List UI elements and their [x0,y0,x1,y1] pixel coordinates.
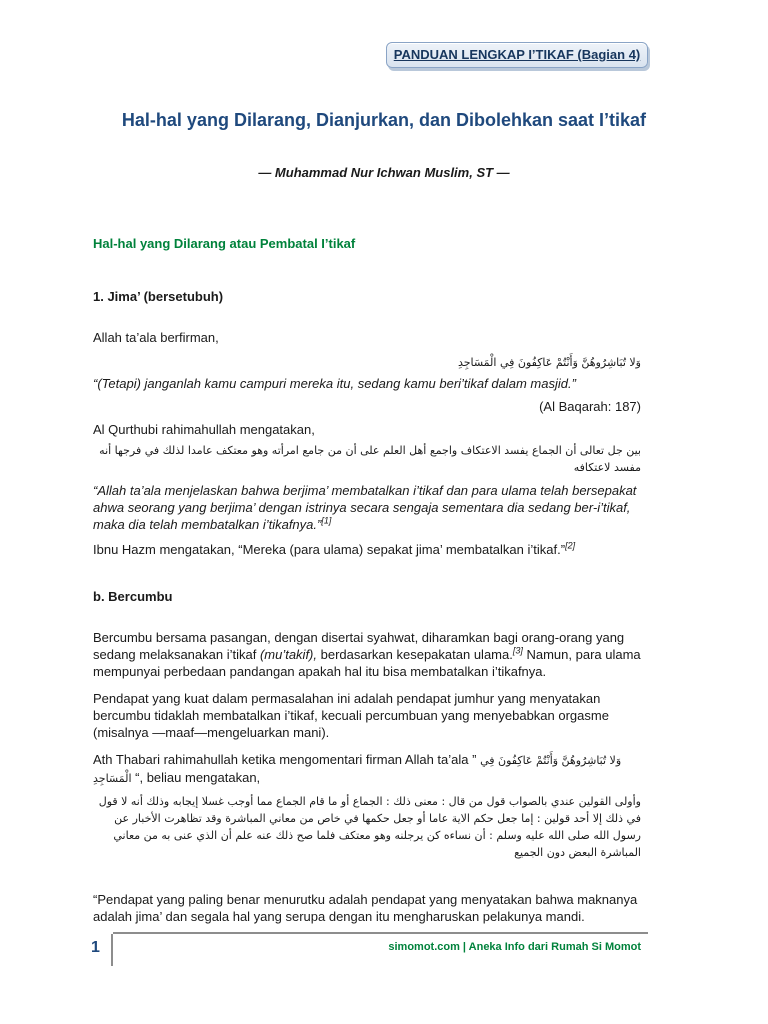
footnote-ref-3[interactable]: [3] [512,645,523,656]
thabari-translation: “Pendapat yang paling benar menurutku adalah pendapat yang menyatakan bahwa maknanya adalah jima’ dan segala hal yang serupa dengan itu mengharuskan pelakunya mandi. [93,892,638,924]
thabari-text-b: “, beliau mengatakan, [135,770,261,785]
ibnu-hazm-text: Ibnu Hazm mengatakan, “Mereka (para ulama) sepakat jima’ membatalkan i’tikaf.” [93,542,566,557]
arabic-thabari-inline: وَلا تُبَاشِرُوهُنَّ وَأَنْتُمْ عَاكِفُونَ فِي الْمَسَاجِدِ [93,754,622,785]
thabari-text-a: Ath Thabari rahimahullah ketika mengomentari firman Allah ta’ala ” [93,752,477,767]
footnote-ref-1[interactable]: [1] [321,515,332,526]
section-heading: Hal-hal yang Dilarang atau Pembatal I’tikaf [93,236,356,251]
subheading-bercumbu: b. Bercumbu [93,589,173,604]
series-badge-label: PANDUAN LENGKAP I’TIKAF (Bagian 4) [393,47,641,62]
qurthubi-translation-text: “Allah ta’ala menjelaskan bahwa berjima’ membatalkan i’tikaf dan para ulama telah bersepakat ahwa seorang yang berjima’ dengan istrinya secara sengaja sementara dia sedang ber-i’tikaf, maka dia telah membatalkan i’tikafnya.” [93,483,637,532]
qurthubi-translation [93,482,641,533]
body-content [93,288,641,925]
paragraph-jumhur: Pendapat yang kuat dalam permasalahan ini adalah pendapat jumhur yang menyatakan bercumbu tidaklah membatalkan i’tikaf, kecuali percumbuan yang menyebabkan orgasme (misalnya —maaf—mengeluarkan mani). [93,691,609,740]
bercumbu-text-b: (mu’takif), [259,647,317,662]
author-line: — Muhammad Nur Ichwan Muslim, ST — [258,165,510,180]
paragraph-bercumbu [93,629,641,680]
paragraph-allah-berfirman: Allah ta’ala berfirman, [93,330,219,345]
paragraph-ibnu-hazm [93,541,641,558]
bercumbu-text-c: berdasarkan kesepakatan ulama. [317,647,513,662]
footer-site-text[interactable]: simomot.com | Aneka Info dari Rumah Si Momot [388,941,641,953]
series-badge [386,42,648,68]
footer-divider [113,932,648,934]
page-number: 1 [91,939,100,956]
subheading-jima: 1. Jima’ (bersetubuh) [93,289,224,304]
paragraph-thabari [93,751,641,787]
document-title: Hal-hal yang Dilarang, Dianjurkan, dan Dibolehkan saat I’tikaf [121,110,647,130]
footer-vertical-divider [111,934,113,966]
bercumbu-text-d: Namun, para ulama mempunyai perbedaan pandangan apakah hal itu bisa membatalkan i’tikafnya. [93,647,641,679]
verse-translation: “(Tetapi) janganlah kamu campuri mereka itu, sedang kamu beri’tikaf dalam masjid.” [93,376,576,391]
paragraph-qurthubi: Al Qurthubi rahimahullah mengatakan, [93,422,315,437]
arabic-thabari: وأولى القولين عندي بالصواب قول من قال : معنى ذلك : الجماع أو ما قام الجماع مما أوجب غسلا إيجابه وذلك أنه لا قول في ذلك إلا أحد قولين : إما جعل حكم الاية عاما أو جعل حكمها في خاص من معاني المباشرة وقد تظاهرت الأخبار عن رسول الله صلى الله عليه وسلم : أن نساءه كن يرجلنه وهو معتكف فلما صح ذلك عنه علم أن الذي عنى به من معاني المباشرة البعض دون الجميع [98,795,641,859]
arabic-qurthubi: بين جل تعالى أن الجماع يفسد الاعتكاف واجمع أهل العلم على أن من جامع امرأته وهو معتكف عامدا لذلك في فرجها أنه مفسد لاعتكافه [99,444,641,474]
verse-reference: (Al Baqarah: 187) [539,399,641,414]
arabic-verse: وَلا تُبَاشِرُوهُنَّ وَأَنْتُمْ عَاكِفُونَ فِي الْمَسَاجِدِ [457,356,641,369]
bercumbu-text-a: Bercumbu bersama pasangan, dengan disertai syahwat, diharamkan bagi orang-orang yang sedang melaksanakan i’tikaf [93,630,625,662]
footnote-ref-2[interactable]: [2] [565,540,576,551]
